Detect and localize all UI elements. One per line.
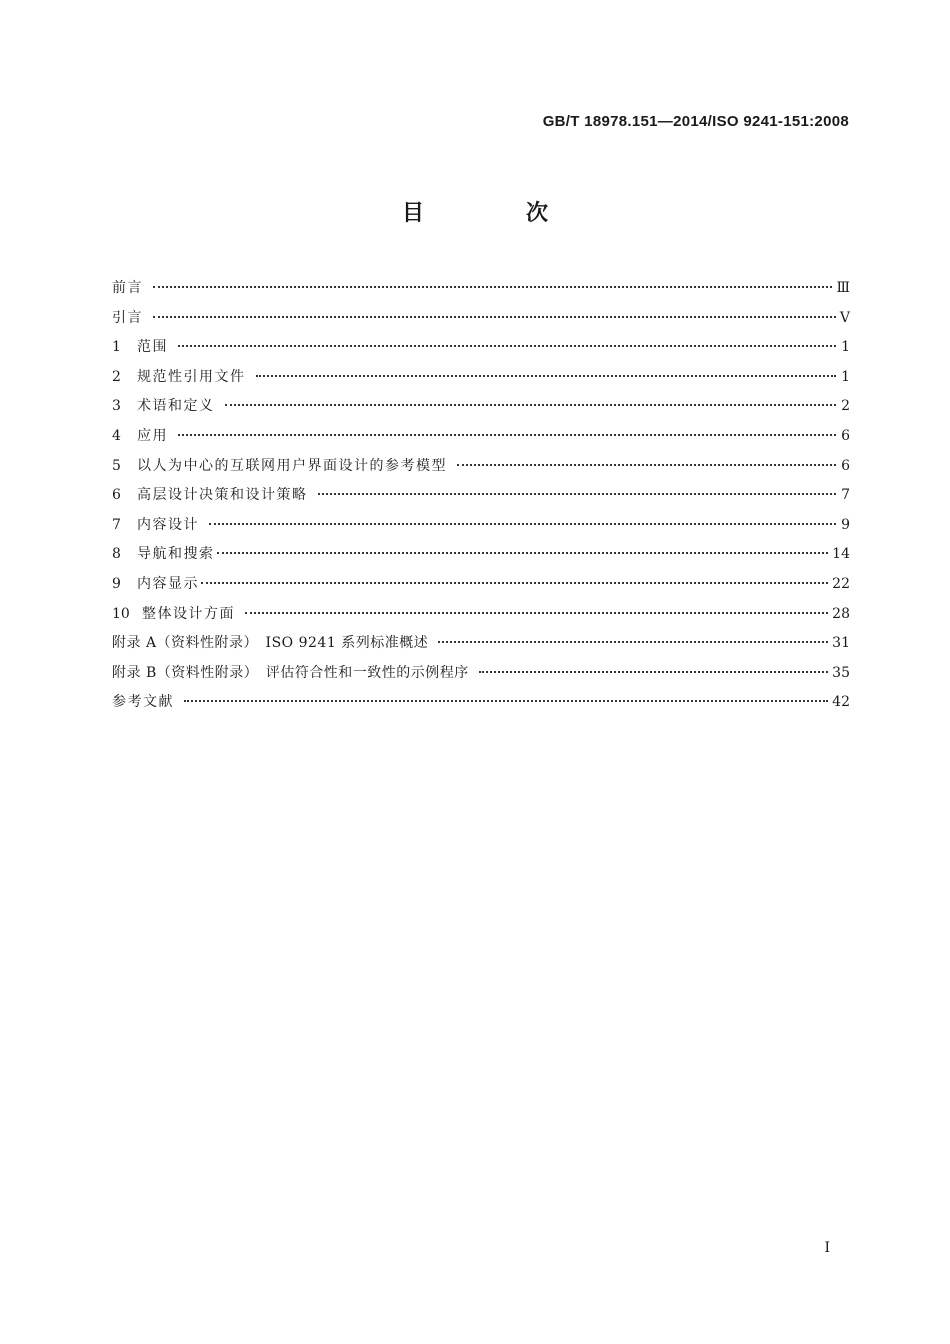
toc-entry-page: 2 xyxy=(841,398,850,415)
toc-entry-label: 应用 xyxy=(137,427,168,444)
toc-leader xyxy=(245,612,828,614)
toc-entry-page: 22 xyxy=(832,575,850,592)
toc-entry-page: Ⅲ xyxy=(836,280,850,296)
table-of-contents xyxy=(112,274,850,718)
toc-entry-number: 9 xyxy=(112,575,121,592)
toc-leader xyxy=(178,345,836,347)
toc-entry-page: 31 xyxy=(832,635,850,652)
footer-page-number: I xyxy=(824,1240,830,1256)
toc-entry[interactable] xyxy=(112,540,850,570)
toc-entry[interactable] xyxy=(112,481,850,511)
toc-entry[interactable] xyxy=(112,422,850,452)
toc-entry-label: 高层设计决策和设计策略 xyxy=(137,487,308,504)
toc-entry[interactable] xyxy=(112,392,850,422)
toc-entry-label: 内容设计 xyxy=(137,516,199,533)
toc-entry-number: 5 xyxy=(112,457,121,474)
toc-entry-page: 35 xyxy=(832,664,850,681)
toc-entry[interactable] xyxy=(112,511,850,541)
toc-entry[interactable] xyxy=(112,363,850,393)
page-title: 目 次 xyxy=(401,201,588,226)
toc-entry-label: 以人为中心的互联网用户界面设计的参考模型 xyxy=(137,457,447,474)
standard-code-header: GB/T 18978.151—2014/ISO 9241-151:2008 xyxy=(542,113,849,130)
toc-entry[interactable] xyxy=(112,688,850,718)
toc-entry-label: 规范性引用文件 xyxy=(137,368,246,385)
toc-leader xyxy=(201,582,828,584)
toc-entry-page: 1 xyxy=(841,339,850,356)
toc-entry-label: 范围 xyxy=(137,339,168,356)
toc-leader xyxy=(209,523,836,525)
toc-entry-page: 42 xyxy=(832,694,850,711)
toc-leader xyxy=(184,700,828,702)
toc-entry-number: 10 xyxy=(112,605,130,622)
toc-entry-page: 28 xyxy=(832,605,850,622)
toc-entry-label: 前言 xyxy=(112,280,143,296)
toc-entry-number: 1 xyxy=(112,339,121,356)
toc-leader xyxy=(153,286,832,288)
toc-entry-label: 内容显示 xyxy=(137,575,199,592)
toc-leader xyxy=(256,375,837,377)
toc-entry-number: 4 xyxy=(112,427,121,444)
toc-leader xyxy=(457,464,836,466)
toc-entry-page: 6 xyxy=(841,457,850,474)
toc-entry-label: 附录 B（资料性附录） 评估符合性和一致性的示例程序 xyxy=(112,664,469,681)
toc-entry-number: 2 xyxy=(112,368,121,385)
toc-entry-page: 1 xyxy=(841,368,850,385)
toc-entry[interactable] xyxy=(112,600,850,630)
toc-entry-label: 参考文献 xyxy=(112,694,174,711)
toc-entry-number: 6 xyxy=(112,487,121,504)
toc-entry[interactable] xyxy=(112,304,850,334)
toc-leader xyxy=(318,493,837,495)
toc-entry[interactable] xyxy=(112,659,850,689)
toc-leader xyxy=(217,552,829,554)
toc-entry-page: 7 xyxy=(841,487,850,504)
toc-entry[interactable] xyxy=(112,452,850,482)
toc-entry-page: 14 xyxy=(832,546,850,563)
toc-leader xyxy=(153,316,836,318)
toc-leader xyxy=(438,641,828,643)
toc-entry-page: Ⅴ xyxy=(839,309,850,326)
toc-leader xyxy=(479,671,828,673)
toc-entry[interactable] xyxy=(112,333,850,363)
toc-entry-label: 附录 A（资料性附录） ISO 9241 系列标准概述 xyxy=(112,635,429,652)
toc-entry-page: 9 xyxy=(841,516,850,533)
toc-leader xyxy=(178,434,836,436)
toc-entry[interactable] xyxy=(112,629,850,659)
toc-entry-label: 整体设计方面 xyxy=(142,605,235,622)
toc-entry-label: 导航和搜索 xyxy=(137,546,215,563)
toc-entry[interactable] xyxy=(112,570,850,600)
toc-entry-label: 术语和定义 xyxy=(137,398,215,415)
toc-leader xyxy=(225,404,837,406)
toc-entry-number: 3 xyxy=(112,398,121,415)
toc-entry-page: 6 xyxy=(841,427,850,444)
toc-entry-number: 8 xyxy=(112,546,121,563)
toc-entry[interactable] xyxy=(112,274,850,304)
toc-entry-number: 7 xyxy=(112,516,121,533)
toc-entry-label: 引言 xyxy=(112,309,143,326)
